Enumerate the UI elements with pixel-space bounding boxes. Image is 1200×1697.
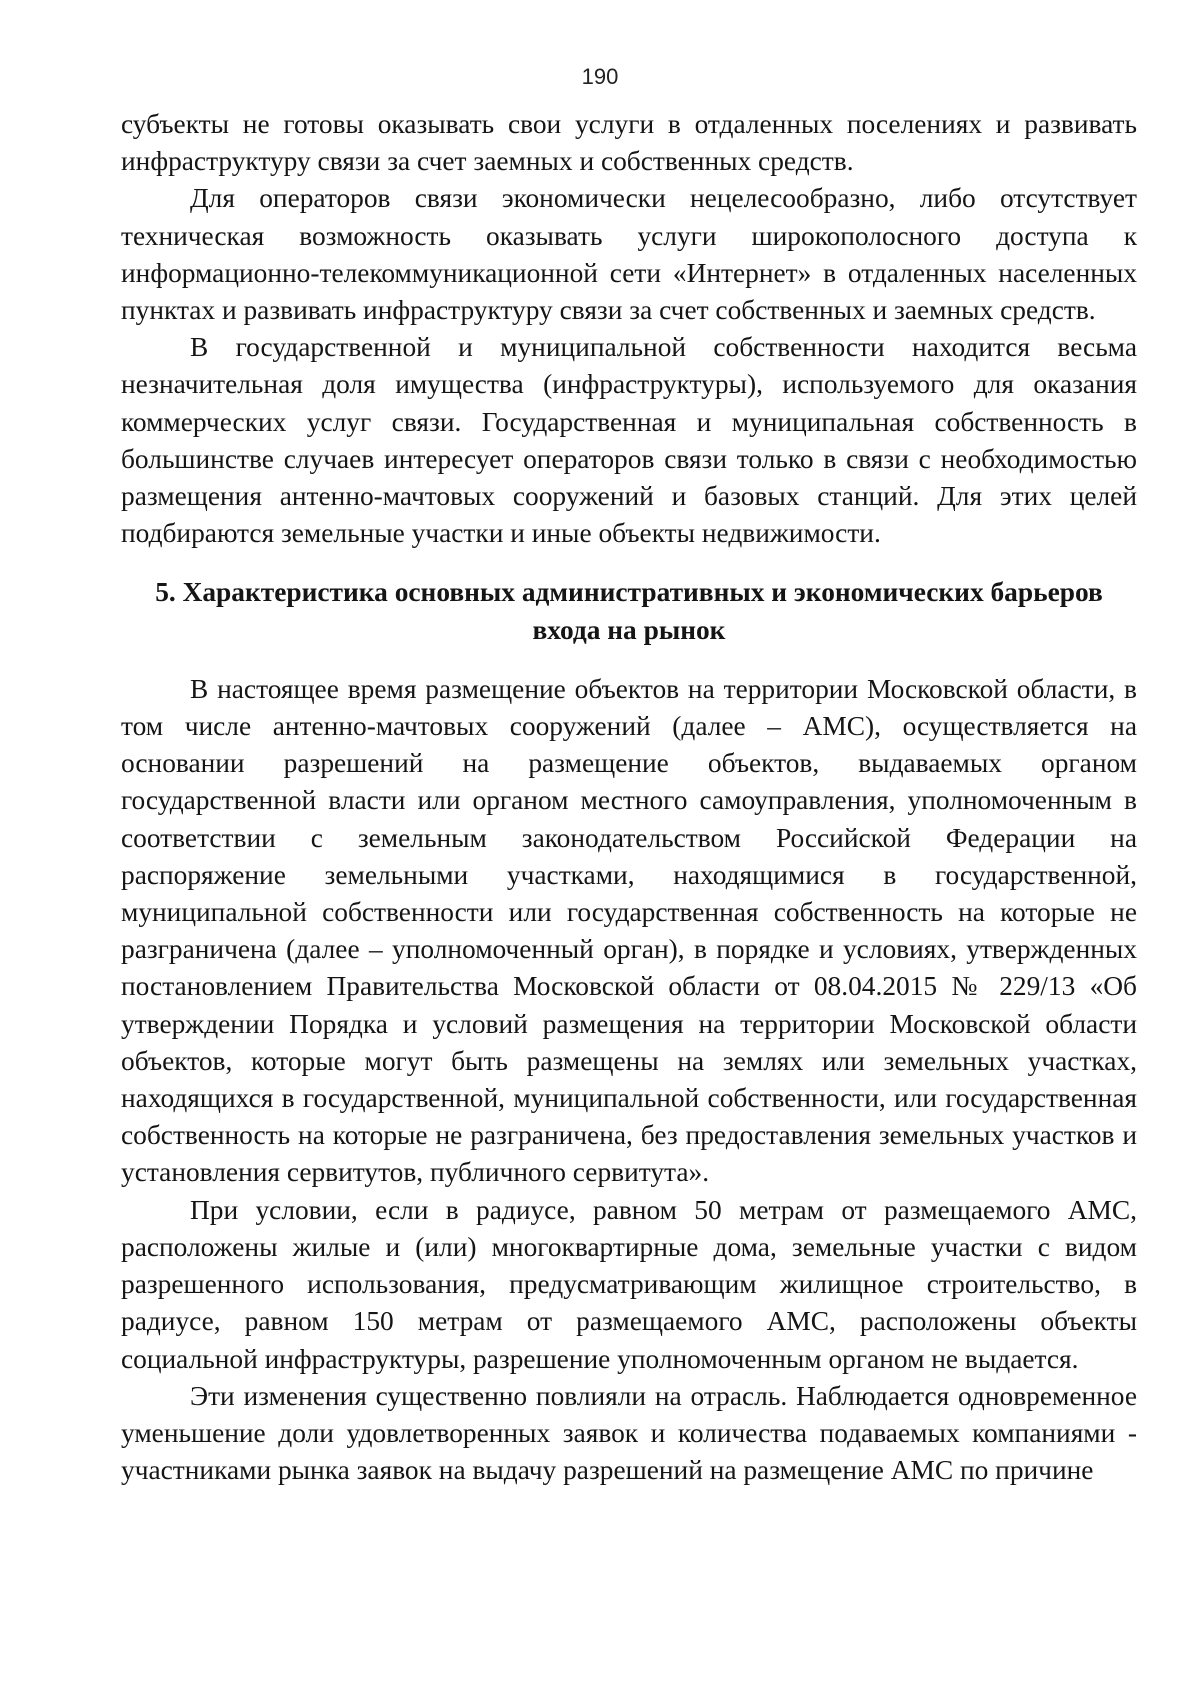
paragraph-radius-condition: При условии, если в радиусе, равном 50 метрам от размещаемого АМС, расположены жилые и (или) многоквартирные дома, земельные участки с видом разрешенного использования, предусматривающим жилищное строительство, в радиусе, равном 150 метрам от размещаемого АМС, расположены объекты социальной инфраструктуры, разрешение уполномоченным органом не выдается. <box>121 1194 1137 1374</box>
section-heading-line-1: 5. Характеристика основных административных и экономических барьеров <box>155 577 1103 608</box>
paragraph-industry-impact: Эти изменения существенно повлияли на отрасль. Наблюдается одновременное уменьшение доли удовлетворенных заявок и количества подаваемых компаниями - участниками рынка заявок на выдачу разрешений на размещение АМС по причине <box>121 1380 1137 1486</box>
paragraph-operators: Для операторов связи экономически нецелесообразно, либо отсутствует техническая возможность оказывать услуги широкополосного доступа к информационно-телекоммуникационной сети «Интернет» в отдаленных населенных пунктах и развивать инфраструктуру связи за счет собственных и заемных средств. <box>121 183 1137 326</box>
section-heading <box>121 574 1137 648</box>
paragraph-placement-rules: В настоящее время размещение объектов на территории Московской области, в том числе антенно-мачтовых сооружений (далее – АМС), осуществляется на основании разрешений на размещение объектов, выдаваемых органом государственной власти или органом местного самоуправления, уполномоченным в соответствии с земельным законодательством Российской Федерации на распоряжение земельными участками, находящимися в государственной, муниципальной собственности или государственная собственность на которые не разграничена (далее – уполномоченный орган), в порядке и условиях, утвержденных постановлением Правительства Московской области от 08.04.2015 № 229/13 «Об утверждении Порядка и условий размещения на территории Московской области объектов, которые могут быть размещены на землях или земельных участках, находящихся в государственной, муниципальной собственности, или государственная собственность на которые не разграничена, без предоставления земельных участков и установления сервитутов, публичного сервитута». <box>121 673 1137 1188</box>
section-heading-line-2: входа на рынок <box>532 614 726 645</box>
page-number: 190 <box>581 64 619 89</box>
paragraph-state-property: В государственной и муниципальной собственности находится весьма незначительная доля имущества (инфраструктуры), используемого для оказания коммерческих услуг связи. Государственная и муниципальная собственность в большинстве случаев интересует операторов связи только в связи с необходимостью размещения антенно-мачтовых сооружений и базовых станций. Для этих целей подбираются земельные участки и иные объекты недвижимости. <box>121 332 1137 549</box>
document-body <box>121 106 1137 1489</box>
paragraph-continuation: субъекты не готовы оказывать свои услуги в отдаленных поселениях и развивать инфраструктуру связи за счет заемных и собственных средств. <box>121 109 1137 177</box>
